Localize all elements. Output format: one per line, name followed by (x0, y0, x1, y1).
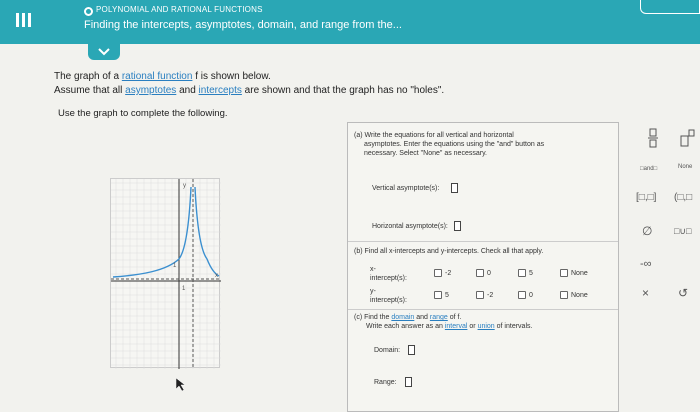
y-intercept-label-text: intercept(s): (370, 297, 407, 304)
instruction-text: Use the graph to complete the following. (58, 108, 228, 119)
part-c-text: (c) Find the (354, 314, 392, 321)
part-c-text: of intervals. (494, 323, 533, 330)
rational-function-link[interactable]: rational function (121, 71, 193, 82)
y-option-2[interactable] (476, 291, 493, 300)
intro-text: Assume that all (54, 85, 126, 96)
union-button[interactable]: □∪□ (674, 226, 692, 236)
empty-set-button[interactable]: ∅ (642, 224, 653, 238)
part-a-line: asymptotes. Enter the equations using the "and" button as (364, 141, 545, 148)
intro-text: are shown and that the graph has no "holes". (241, 85, 445, 96)
checkbox[interactable] (476, 291, 484, 299)
intercepts-link[interactable]: intercepts (198, 85, 242, 96)
intro-text: The graph of a (54, 71, 122, 82)
part-c-text: Write each answer as an (366, 323, 445, 330)
open-interval-button[interactable]: (□,□ (674, 192, 693, 203)
interval-link[interactable]: interval (444, 323, 468, 330)
option-label: -2 (487, 292, 494, 299)
x-option-none[interactable] (560, 269, 588, 278)
header-bar (0, 0, 700, 44)
option-label: None (571, 292, 588, 299)
none-button[interactable]: None (678, 164, 693, 170)
answer-panel (347, 122, 619, 412)
asymptotes-link[interactable]: asymptotes (125, 85, 177, 96)
y-option-1[interactable] (434, 291, 449, 300)
checkbox[interactable] (518, 291, 526, 299)
and-button[interactable]: □and□ (640, 166, 658, 172)
part-c-text: and (414, 314, 430, 321)
range-input[interactable] (405, 377, 412, 387)
checkbox[interactable] (434, 269, 442, 277)
vertical-asymptote-input[interactable] (451, 183, 458, 193)
vertical-asymptote-row (372, 183, 458, 193)
part-c-prompt (354, 313, 532, 331)
range-link[interactable]: range (429, 314, 448, 321)
x-option-2[interactable] (476, 269, 491, 278)
checkbox[interactable] (518, 269, 526, 277)
domain-label: Domain: (374, 346, 401, 354)
domain-input[interactable] (408, 345, 415, 355)
divider (348, 309, 618, 310)
x-intercept-label-text: intercept(s): (370, 275, 407, 282)
x-axis-label: x (215, 273, 218, 279)
math-toolbar (628, 120, 700, 310)
union-link[interactable]: union (477, 323, 495, 330)
part-c-text: of f. (447, 314, 462, 321)
checkbox[interactable] (434, 291, 442, 299)
y-tick-label: 1 (173, 263, 177, 269)
top-right-control[interactable] (640, 0, 700, 14)
range-label: Range: (374, 378, 397, 386)
domain-row (374, 345, 415, 355)
checkbox[interactable] (560, 291, 568, 299)
x-option-1[interactable] (434, 269, 451, 278)
horizontal-asymptote-label: Horizontal asymptote(s): (372, 222, 448, 230)
x-option-3[interactable] (518, 269, 533, 278)
closed-interval-button[interactable]: [□,□] (636, 192, 657, 203)
domain-link[interactable]: domain (391, 314, 415, 321)
power-button[interactable] (680, 128, 696, 150)
clear-button[interactable]: × (642, 286, 650, 300)
topic-label: POLYNOMIAL AND RATIONAL FUNCTIONS (96, 5, 263, 14)
option-label: 0 (487, 270, 491, 277)
horizontal-asymptote-row (372, 221, 461, 231)
intro-text: and (176, 85, 199, 96)
power-icon (680, 128, 696, 148)
intro-text: f is shown below. (192, 71, 271, 82)
problem-intro (54, 70, 444, 98)
x-intercept-label-top: x- (370, 266, 376, 273)
x-tick-label: 1 (182, 286, 186, 292)
part-a-line: necessary. Select "None" as necessary. (364, 150, 487, 157)
undo-button[interactable]: ↺ (678, 286, 689, 300)
option-label: 5 (529, 270, 533, 277)
part-b-prompt: (b) Find all x-intercepts and y-intercepts. Check all that apply. (354, 248, 544, 255)
y-axis-label: y (183, 183, 186, 189)
function-graph (110, 178, 220, 368)
collapse-button[interactable] (88, 44, 120, 60)
grid (111, 179, 221, 369)
y-intercept-label (370, 287, 407, 305)
part-a-prompt (354, 131, 544, 158)
menu-icon[interactable] (10, 6, 38, 34)
page-title: Finding the intercepts, asymptotes, domain, and range from the... (84, 19, 402, 31)
y-intercept-label-top: y- (370, 288, 376, 295)
option-label: 5 (445, 292, 449, 299)
part-a-line: (a) Write the equations for all vertical and horizontal (354, 132, 514, 139)
y-option-none[interactable] (560, 291, 588, 300)
graph-svg (111, 179, 221, 369)
option-label: 0 (529, 292, 533, 299)
fraction-icon (648, 128, 658, 148)
divider (348, 241, 618, 242)
range-row (374, 377, 412, 387)
option-label: None (571, 270, 588, 277)
x-intercept-label (370, 265, 407, 283)
checkbox[interactable] (560, 269, 568, 277)
negative-infinity-button[interactable]: -∞ (640, 258, 652, 270)
y-option-3[interactable] (518, 291, 533, 300)
horizontal-asymptote-input[interactable] (454, 221, 461, 231)
chevron-down-icon (98, 47, 110, 57)
fraction-button[interactable] (648, 128, 658, 150)
part-c-text: or (467, 323, 478, 330)
topic-status-icon (84, 7, 93, 16)
mouse-cursor-icon (176, 378, 188, 392)
checkbox[interactable] (476, 269, 484, 277)
vertical-asymptote-label: Vertical asymptote(s): (372, 184, 440, 192)
option-label: -2 (445, 270, 452, 277)
